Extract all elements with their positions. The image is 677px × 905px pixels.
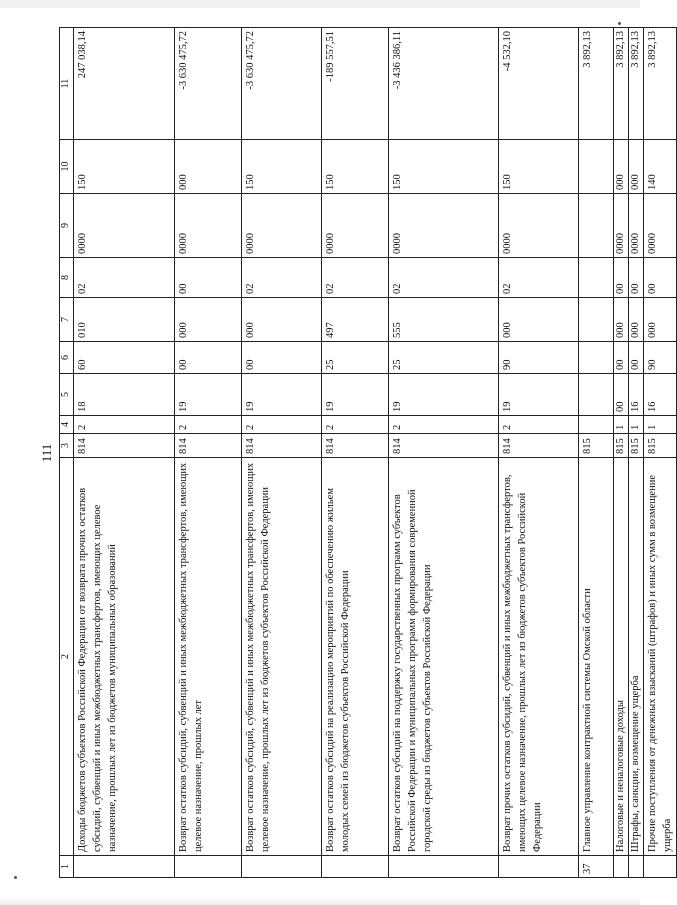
code-cell: 90 (499, 342, 579, 374)
rotated-table-sheet (35, 28, 674, 878)
code-cell: 0000 (175, 194, 242, 258)
code-cell: 000 (629, 140, 644, 194)
description-cell: Главное управление контрактной системы Омской области (579, 458, 614, 856)
code-cell: 19 (175, 374, 242, 416)
code-cell: 814 (74, 434, 175, 458)
code-cell: 02 (322, 258, 389, 298)
code-cell: 000 (629, 298, 644, 342)
amount-cell: -4 532,10 (499, 28, 579, 140)
code-cell: 2 (389, 416, 499, 434)
row-number-cell (74, 856, 175, 878)
table-row (629, 28, 644, 878)
column-header: 11 (60, 28, 74, 140)
code-cell: 140 (644, 140, 677, 194)
code-cell: 814 (322, 434, 389, 458)
page-number: 111 (39, 443, 54, 463)
code-cell: 00 (614, 342, 629, 374)
code-cell (579, 258, 614, 298)
code-cell: 19 (322, 374, 389, 416)
code-cell: 000 (644, 298, 677, 342)
scan-edge-bottom (0, 897, 640, 905)
code-cell: 00 (175, 258, 242, 298)
code-cell: 19 (389, 374, 499, 416)
code-cell (579, 194, 614, 258)
table-row (614, 28, 629, 878)
code-cell: 25 (322, 342, 389, 374)
row-number-cell (499, 856, 579, 878)
code-cell: 555 (389, 298, 499, 342)
code-cell: 00 (242, 342, 322, 374)
code-cell: 18 (74, 374, 175, 416)
description-cell: Налоговые и неналоговые доходы (614, 458, 629, 856)
code-cell: 2 (322, 416, 389, 434)
code-cell: 815 (629, 434, 644, 458)
code-cell: 2 (74, 416, 175, 434)
table-row (74, 28, 175, 878)
row-number-cell (629, 856, 644, 878)
code-cell (579, 342, 614, 374)
code-cell: 1 (644, 416, 677, 434)
column-header: 1 (60, 856, 74, 878)
budget-revenue-table (59, 27, 677, 878)
description-cell: Возврат остатков субсидий на поддержку государственных программ субъектов Российской Федерации и муниципальных программ формирования современной городской среды из бюджетов субъектов Российской Федерации (389, 458, 499, 856)
description-cell: Возврат прочих остатков субсидий, субвенций и иных межбюджетных трансфертов, имеющих целевое назначение, прошлых лет из бюджетов субъектов Российской Федерации (499, 458, 579, 856)
scan-speck (618, 22, 621, 25)
amount-cell: 3 892,13 (579, 28, 614, 140)
amount-cell: 3 892,13 (629, 28, 644, 140)
table-row (389, 28, 499, 878)
code-cell: 010 (74, 298, 175, 342)
row-number-cell (242, 856, 322, 878)
code-cell: 814 (389, 434, 499, 458)
code-cell: 000 (614, 140, 629, 194)
row-number-cell (175, 856, 242, 878)
code-cell: 000 (614, 298, 629, 342)
code-cell: 0000 (322, 194, 389, 258)
code-cell: 000 (175, 298, 242, 342)
row-number-cell (322, 856, 389, 878)
code-cell: 814 (175, 434, 242, 458)
code-cell: 814 (499, 434, 579, 458)
amount-cell: 247 038,14 (74, 28, 175, 140)
table-row (579, 28, 614, 878)
code-cell: 00 (629, 342, 644, 374)
code-cell: 0000 (389, 194, 499, 258)
column-header: 7 (60, 298, 74, 342)
code-cell: 2 (499, 416, 579, 434)
code-cell: 00 (614, 374, 629, 416)
code-cell: 150 (322, 140, 389, 194)
code-cell: 0000 (644, 194, 677, 258)
code-cell: 60 (74, 342, 175, 374)
code-cell: 000 (242, 298, 322, 342)
code-cell: 16 (629, 374, 644, 416)
column-number-header (60, 28, 74, 878)
amount-cell: -189 557,51 (322, 28, 389, 140)
code-cell: 0000 (499, 194, 579, 258)
amount-cell: -3 630 475,72 (242, 28, 322, 140)
table-row (175, 28, 242, 878)
amount-cell: -3 630 475,72 (175, 28, 242, 140)
code-cell: 815 (614, 434, 629, 458)
code-cell: 2 (242, 416, 322, 434)
table-row (644, 28, 677, 878)
code-cell: 0000 (74, 194, 175, 258)
code-cell: 497 (322, 298, 389, 342)
code-cell: 814 (242, 434, 322, 458)
code-cell: 90 (644, 342, 677, 374)
code-cell: 02 (389, 258, 499, 298)
code-cell: 815 (644, 434, 677, 458)
column-header: 6 (60, 342, 74, 374)
description-cell: Возврат остатков субсидий на реализацию мероприятий по обеспечению жильем молодых семей из бюджетов субъектов Российской Федерации (322, 458, 389, 856)
code-cell: 0000 (629, 194, 644, 258)
code-cell: 00 (614, 258, 629, 298)
code-cell: 00 (644, 258, 677, 298)
description-cell: Прочие поступления от денежных взысканий (штрафов) и иных сумм в возмещение ущерба (644, 458, 677, 856)
code-cell: 2 (175, 416, 242, 434)
column-header: 4 (60, 416, 74, 434)
row-number-cell: 37 (579, 856, 614, 878)
code-cell (579, 140, 614, 194)
code-cell: 815 (579, 434, 614, 458)
amount-cell: -3 436 386,11 (389, 28, 499, 140)
column-header: 8 (60, 258, 74, 298)
code-cell: 02 (242, 258, 322, 298)
column-header: 9 (60, 194, 74, 258)
code-cell: 25 (389, 342, 499, 374)
code-cell: 02 (74, 258, 175, 298)
description-cell: Доходы бюджетов субъектов Российской Федерации от возврата прочих остатков субсидий, субвенций и иных межбюджетных трансфертов, имеющих целевое назначение, прошлых лет из бюджетов муниципальных образований (74, 458, 175, 856)
code-cell: 150 (499, 140, 579, 194)
description-cell: Возврат остатков субсидий, субвенций и иных межбюджетных трансфертов, имеющих целевое назначение, прошлых лет из бюджетов субъектов Российской Федерации (242, 458, 322, 856)
scan-speck (14, 876, 17, 879)
column-header: 3 (60, 434, 74, 458)
amount-cell: 3 892,13 (644, 28, 677, 140)
row-number-cell (614, 856, 629, 878)
column-header: 2 (60, 458, 74, 856)
description-cell: Штрафы, санкции, возмещение ущерба (629, 458, 644, 856)
row-number-cell (644, 856, 677, 878)
table-row (322, 28, 389, 878)
code-cell: 19 (499, 374, 579, 416)
code-cell: 150 (74, 140, 175, 194)
code-cell (579, 298, 614, 342)
description-cell: Возврат остатков субсидий, субвенций и иных межбюджетных трансфертов, имеющих целевое назначение, прошлых лет (175, 458, 242, 856)
code-cell: 000 (499, 298, 579, 342)
scan-edge-top (0, 0, 640, 8)
code-cell: 00 (629, 258, 644, 298)
table-row (499, 28, 579, 878)
code-cell: 150 (242, 140, 322, 194)
code-cell: 150 (389, 140, 499, 194)
column-header: 5 (60, 374, 74, 416)
code-cell (579, 416, 614, 434)
code-cell: 02 (499, 258, 579, 298)
code-cell: 0000 (614, 194, 629, 258)
code-cell: 000 (175, 140, 242, 194)
column-header: 10 (60, 140, 74, 194)
code-cell: 1 (629, 416, 644, 434)
row-number-cell (389, 856, 499, 878)
table-row (242, 28, 322, 878)
code-cell (579, 374, 614, 416)
amount-cell: 3 892,13 (614, 28, 629, 140)
code-cell: 0000 (242, 194, 322, 258)
code-cell: 1 (614, 416, 629, 434)
code-cell: 16 (644, 374, 677, 416)
code-cell: 00 (175, 342, 242, 374)
code-cell: 19 (242, 374, 322, 416)
